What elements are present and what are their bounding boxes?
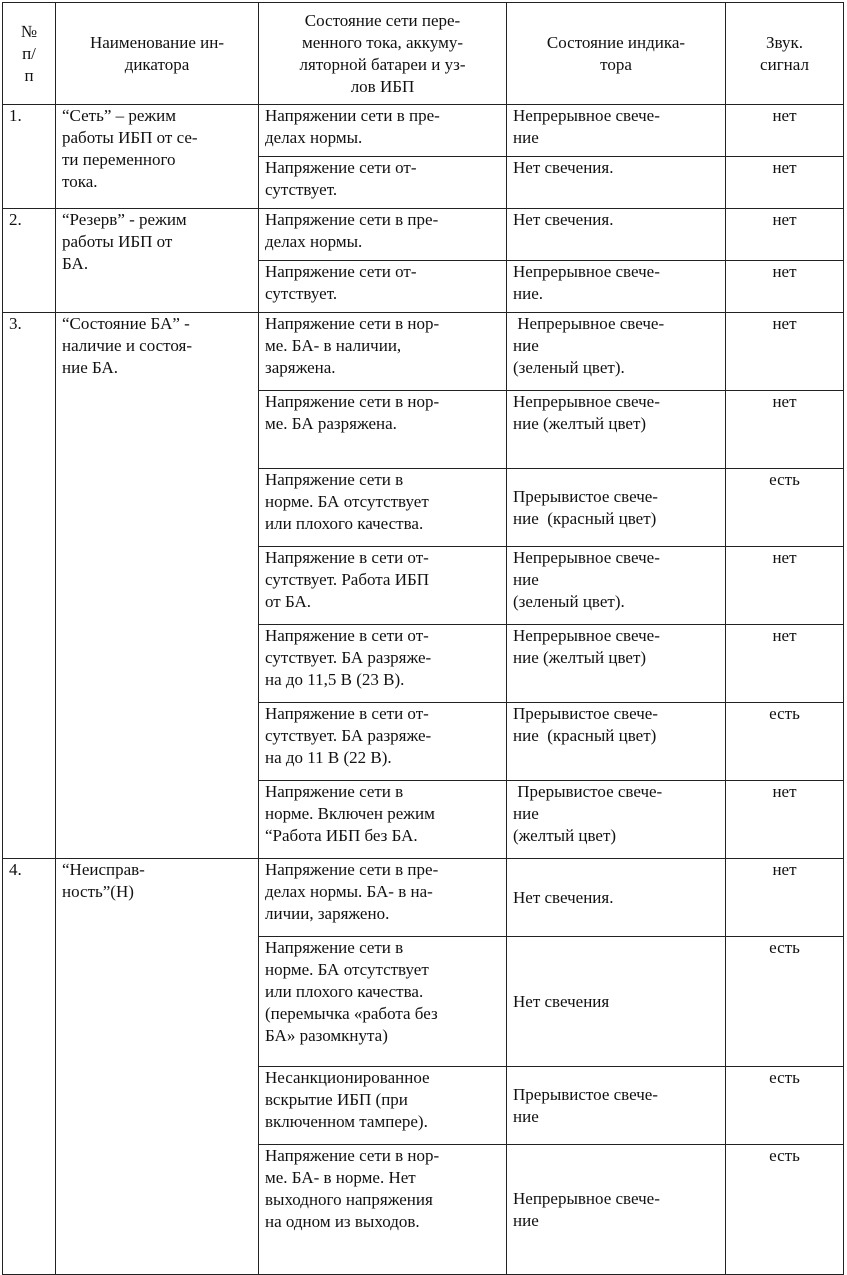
indicator-state-cell: Непрерывное свече- ние [507, 1145, 726, 1275]
sound-signal-cell: есть [726, 1145, 844, 1275]
network-state-cell: Напряжение сети в пре- делах нормы. [259, 209, 507, 261]
header-indicator-name: Наименование ин- дикатора [56, 3, 259, 105]
table-row [3, 313, 844, 391]
table-body [3, 105, 844, 1275]
row-number: 1. [3, 105, 56, 209]
network-state-cell: Напряжение сети в нор- ме. БА разряжена. [259, 391, 507, 469]
table-row [3, 209, 844, 261]
header-sound-signal: Звук. сигнал [726, 3, 844, 105]
network-state-cell: Напряжение сети в норме. БА отсутствует или плохого качества. (перемычка «работа без БА» разомкнута) [259, 937, 507, 1067]
network-state-cell: Несанкционированное вскрытие ИБП (при включенном тампере). [259, 1067, 507, 1145]
network-state-cell: Напряжение в сети от- сутствует. БА разряже- на до 11,5 В (23 В). [259, 625, 507, 703]
indicator-state-cell: Непрерывное свече- ние (желтый цвет) [507, 625, 726, 703]
indicator-state-cell: Непрерывное свече- ние (зеленый цвет). [507, 313, 726, 391]
indicator-name: “Неисправ- ность”(Н) [56, 859, 259, 1275]
network-state-cell: Напряжение сети в нор- ме. БА- в наличии, заряжена. [259, 313, 507, 391]
sound-signal-cell: есть [726, 937, 844, 1067]
network-state-cell: Напряжение сети в нор- ме. БА- в норме. Нет выходного напряжения на одном из выходов. [259, 1145, 507, 1275]
network-state-cell: Напряжение в сети от- сутствует. Работа ИБП от БА. [259, 547, 507, 625]
sound-signal-cell: есть [726, 703, 844, 781]
network-state-cell: Напряжение сети в норме. БА отсутствует или плохого качества. [259, 469, 507, 547]
sound-signal-cell: нет [726, 313, 844, 391]
network-state-cell: Напряжение в сети от- сутствует. БА разряже- на до 11 В (22 В). [259, 703, 507, 781]
sound-signal-cell: нет [726, 625, 844, 703]
indicator-state-cell: Непрерывное свече- ние (желтый цвет) [507, 391, 726, 469]
sound-signal-cell: есть [726, 1067, 844, 1145]
sound-signal-cell: нет [726, 391, 844, 469]
sound-signal-cell: нет [726, 859, 844, 937]
indicator-state-cell: Нет свечения [507, 937, 726, 1067]
network-state-cell: Напряжение сети в пре- делах нормы. БА- в на- личии, заряжено. [259, 859, 507, 937]
indicator-name: “Состояние БА” - наличие и состоя- ние БА. [56, 313, 259, 859]
sound-signal-cell: нет [726, 105, 844, 157]
network-state-cell: Напряжение сети от- сутствует. [259, 157, 507, 209]
indicator-state-cell: Непрерывное свече- ние [507, 105, 726, 157]
table-header-row [3, 3, 844, 105]
row-number: 3. [3, 313, 56, 859]
table-row [3, 859, 844, 937]
header-network-state: Состояние сети пере- менного тока, аккуму- ляторной батареи и уз- лов ИБП [259, 3, 507, 105]
header-num: № п/ п [3, 3, 56, 105]
sound-signal-cell: нет [726, 781, 844, 859]
indicator-state-cell: Непрерывное свече- ние (зеленый цвет). [507, 547, 726, 625]
table-row [3, 105, 844, 157]
indicator-state-cell: Прерывистое свече- ние (красный цвет) [507, 469, 726, 547]
sound-signal-cell: нет [726, 261, 844, 313]
sound-signal-cell: нет [726, 157, 844, 209]
indicator-table [2, 2, 844, 1275]
row-number: 4. [3, 859, 56, 1275]
indicator-state-cell: Нет свечения. [507, 209, 726, 261]
indicator-state-cell: Прерывистое свече- ние (красный цвет) [507, 703, 726, 781]
indicator-state-cell: Прерывистое свече- ние (желтый цвет) [507, 781, 726, 859]
network-state-cell: Напряжение сети в норме. Включен режим “Работа ИБП без БА. [259, 781, 507, 859]
sound-signal-cell: нет [726, 547, 844, 625]
sound-signal-cell: есть [726, 469, 844, 547]
indicator-name: “Резерв” - режим работы ИБП от БА. [56, 209, 259, 313]
indicator-state-cell: Нет свечения. [507, 157, 726, 209]
header-indicator-state: Состояние индика- тора [507, 3, 726, 105]
indicator-state-cell: Нет свечения. [507, 859, 726, 937]
sound-signal-cell: нет [726, 209, 844, 261]
indicator-state-cell: Прерывистое свече- ние [507, 1067, 726, 1145]
indicator-name: “Сеть” – режим работы ИБП от се- ти переменного тока. [56, 105, 259, 209]
indicator-state-cell: Непрерывное свече- ние. [507, 261, 726, 313]
network-state-cell: Напряжение сети от- сутствует. [259, 261, 507, 313]
network-state-cell: Напряжении сети в пре- делах нормы. [259, 105, 507, 157]
row-number: 2. [3, 209, 56, 313]
